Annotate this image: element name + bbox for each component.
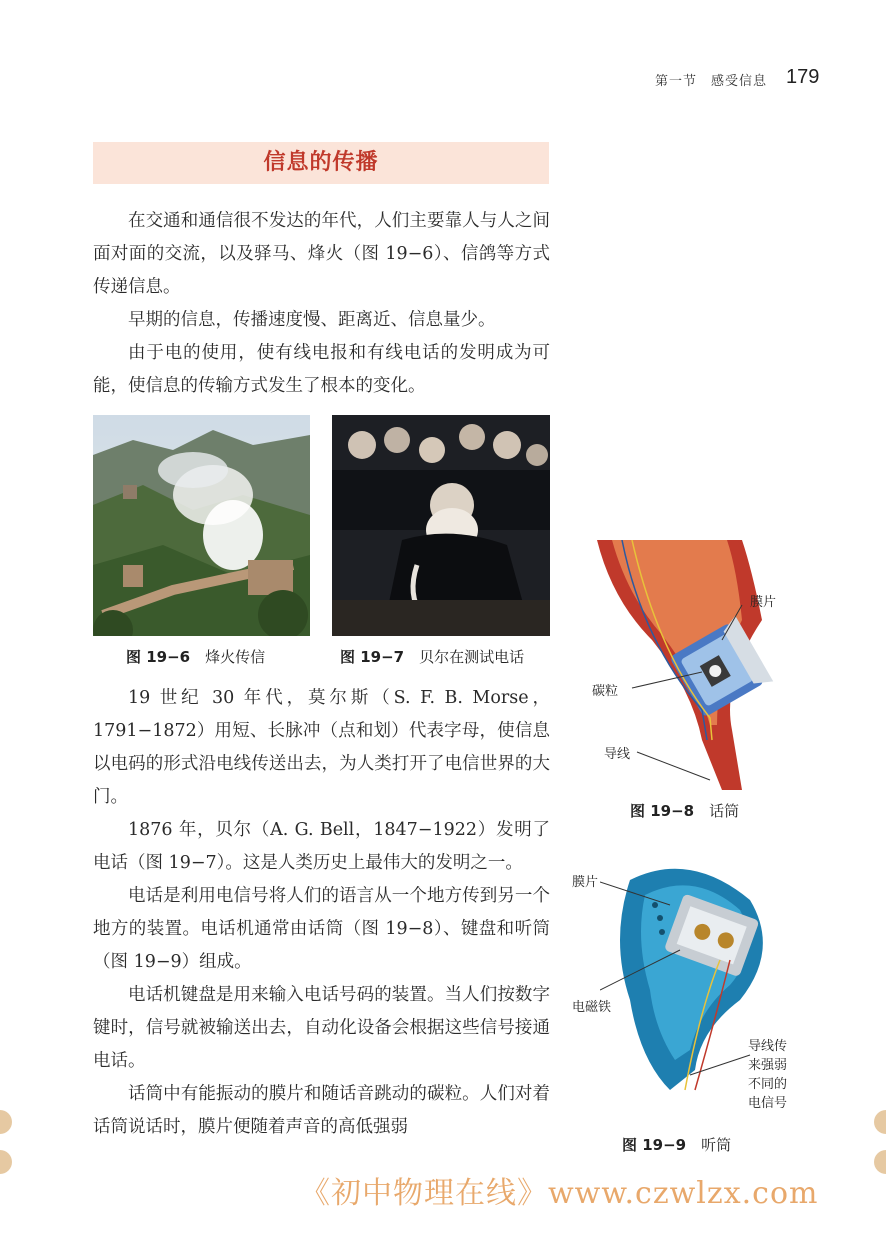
figure-number: 图 19−8 xyxy=(630,802,695,820)
paragraph: 由于电的使用，使有线电报和有线电话的发明成为可能，使信息的传输方式发生了根本的变化。 xyxy=(93,343,550,396)
figure-caption-text: 听筒 xyxy=(701,1136,732,1154)
beacon-fire-photo xyxy=(93,415,310,636)
edge-decoration xyxy=(874,1150,886,1174)
page-number: 179 xyxy=(786,66,820,88)
edge-decoration xyxy=(0,1150,12,1174)
figure-number: 图 19−9 xyxy=(622,1136,687,1154)
figure-caption-text: 贝尔在测试电话 xyxy=(419,648,525,666)
main-text-block xyxy=(93,682,550,1144)
figure-caption xyxy=(622,1134,731,1155)
paragraph: 早期的信息，传播速度慢、距离近、信息量少。 xyxy=(128,310,496,330)
membrane-label: 膜片 xyxy=(750,595,777,610)
signal-wire-label-line: 来强弱 xyxy=(748,1058,788,1073)
paragraph: 19 世纪 30 年代，莫尔斯（S. F. B. Morse，1791−1872）用短、长脉冲（点和划）代表字母，使信息以电码的形式沿电线传送出去，为人类打开了电信世界的大门。 xyxy=(93,688,550,807)
signal-wire-label xyxy=(748,1037,787,1113)
electromagnet-label: 电磁铁 xyxy=(572,1000,612,1015)
edge-decoration xyxy=(874,1110,886,1134)
figure-number: 图 19−7 xyxy=(340,648,405,666)
paragraph: 电话是利用电信号将人们的语言从一个地方传到另一个地方的装置。电话机通常由话筒（图 19−8）、键盘和听筒（图 19−9）组成。 xyxy=(93,886,550,972)
membrane-label: 膜片 xyxy=(572,875,599,890)
section-title: 信息的传播 xyxy=(263,150,379,175)
running-header: 第一节 感受信息 xyxy=(655,74,768,89)
intro-text-block xyxy=(93,205,550,403)
signal-wire-label-line: 电信号 xyxy=(748,1096,788,1111)
paragraph: 话筒中有能振动的膜片和随话音跳动的碳粒。人们对着话筒说话时，膜片便随着声音的高低强弱 xyxy=(93,1084,550,1137)
section-title-band xyxy=(93,142,549,184)
paragraph: 在交通和通信很不发达的年代，人们主要靠人与人之间面对面的交流，以及驿马、烽火（图 19−6）、信鸽等方式传递信息。 xyxy=(93,211,550,297)
edge-decoration xyxy=(0,1110,12,1134)
watermark: 《初中物理在线》www.czwlzx.com xyxy=(300,1176,819,1211)
figure-number: 图 19−6 xyxy=(126,648,191,666)
signal-wire-label-line: 导线传 xyxy=(748,1039,788,1054)
carbon-granules-label: 碳粒 xyxy=(592,684,619,699)
paragraph: 1876 年，贝尔（A. G. Bell，1847−1922）发明了电话（图 19−7）。这是人类历史上最伟大的发明之一。 xyxy=(93,820,550,873)
signal-wire-label-line: 不同的 xyxy=(748,1077,788,1092)
paragraph: 电话机键盘是用来输入电话号码的装置。当人们按数字键时，信号就被输送出去，自动化设备会根据这些信号接通电话。 xyxy=(93,985,550,1071)
figure-caption xyxy=(126,646,265,667)
figure-caption xyxy=(630,800,739,821)
figure-caption xyxy=(340,646,524,667)
wire-label: 导线 xyxy=(604,747,631,762)
bell-telephone-photo xyxy=(332,415,550,636)
figure-caption-text: 话筒 xyxy=(709,802,740,820)
figure-caption-text: 烽火传信 xyxy=(205,648,266,666)
